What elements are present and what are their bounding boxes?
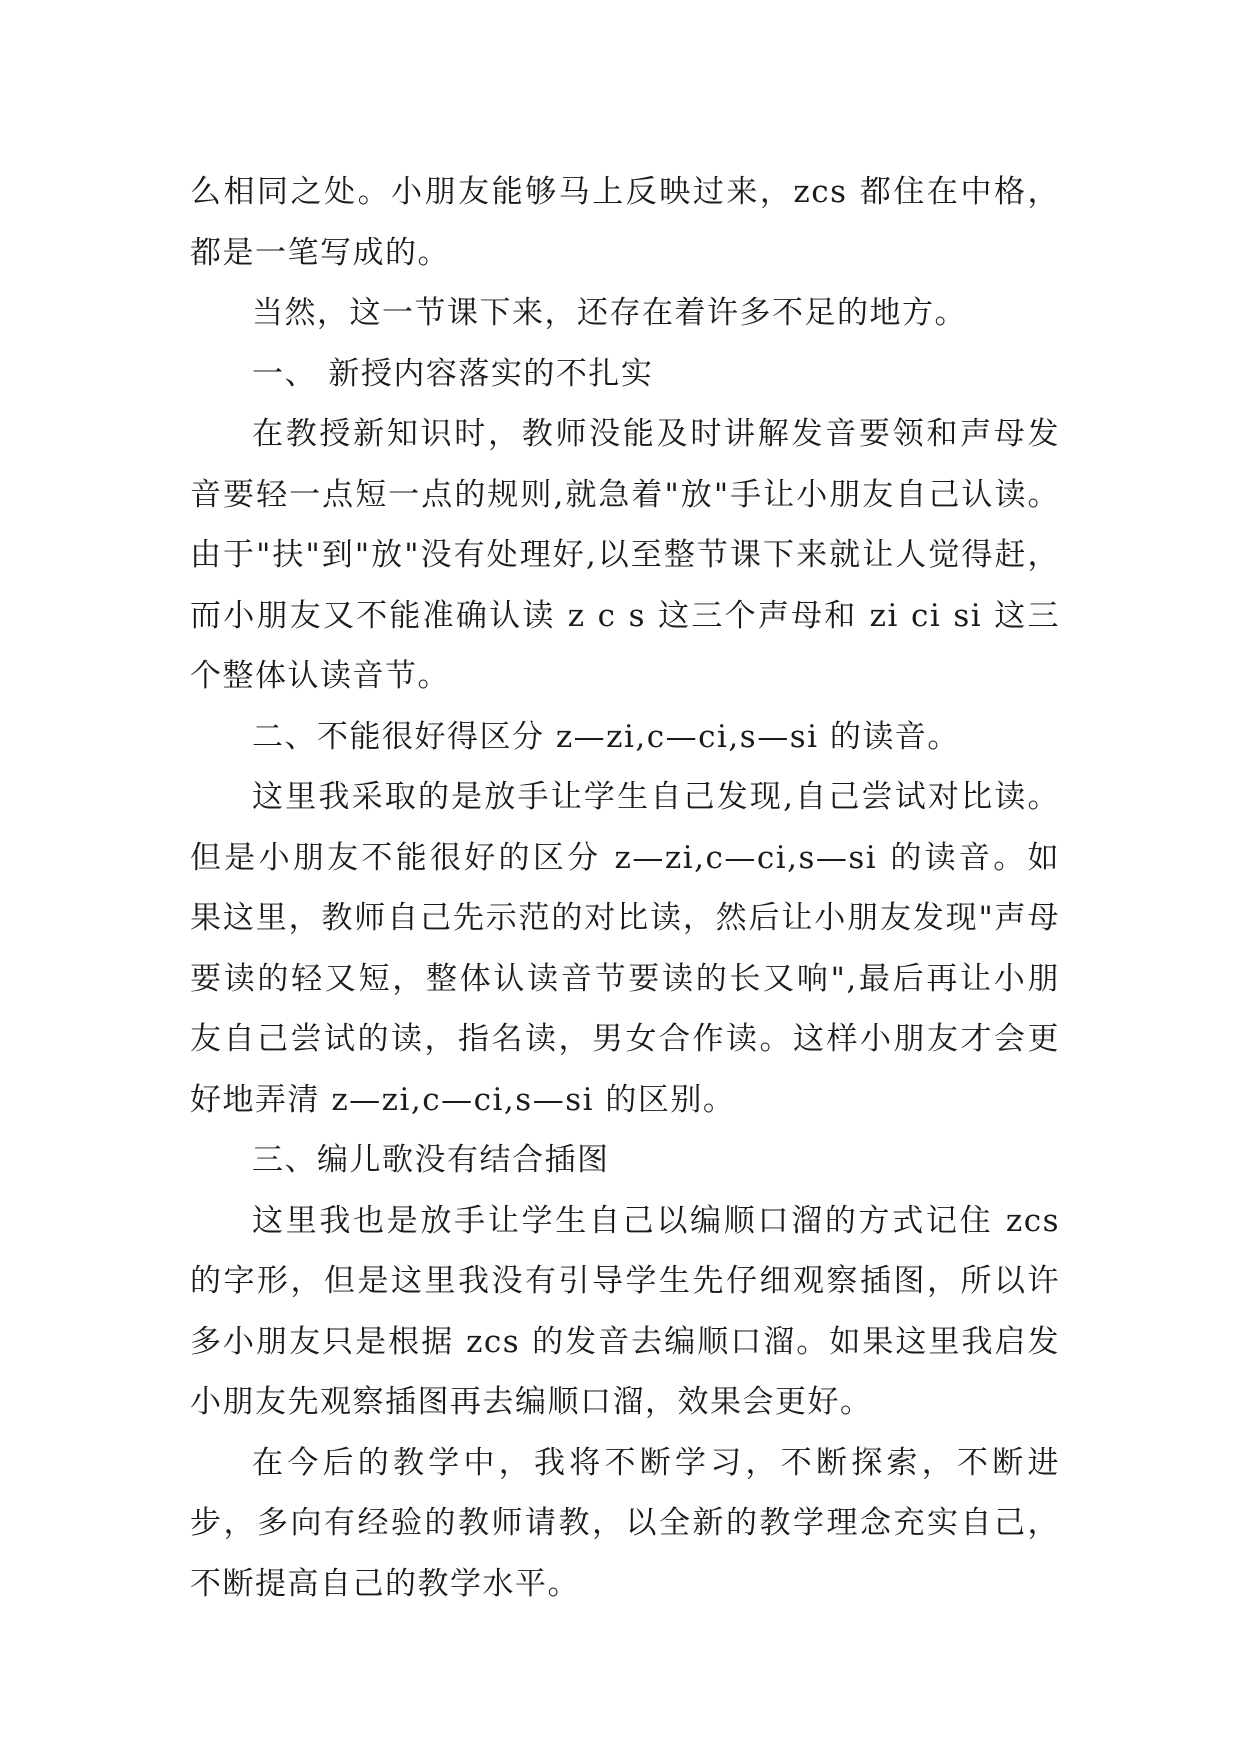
paragraph-5: 这里我也是放手让学生自己以编顺口溜的方式记住 zcs 的字形，但是这里我没有引导学生先仔细观察插图，所以许多小朋友只是根据 zcs 的发音去编顺口溜。如果这里我启发小朋友先观察插图再去编顺口溜，效果会更好。 [190, 1202, 1060, 1420]
paragraph-1: 么相同之处。小朋友能够马上反映过来，zcs 都住在中格，都是一笔写成的。 [190, 174, 1060, 271]
paragraph-6: 在今后的教学中，我将不断学习，不断探索，不断进步，多向有经验的教师请教，以全新的教学理念充实自己，不断提高自己的教学水平。 [190, 1444, 1060, 1602]
paragraph-4: 这里我采取的是放手让学生自己发现,自己尝试对比读。但是小朋友不能很好的区分 z—zi,c—ci,s—si 的读音。如果这里，教师自己先示范的对比读，然后让小朋友发现"声母要读的轻又短，整体认读音节要读的长又响",最后再让小朋友自己尝试的读，指名读，男女合作读。这样小朋友才会更好地弄清 z—zi,c—ci,s—si 的区别。 [190, 779, 1060, 1118]
document-body [190, 162, 1060, 1614]
section-heading-2: 二、不能很好得区分 z—zi,c—ci,s—si 的读音。 [252, 718, 960, 755]
section-heading-1: 一、 新授内容落实的不扎实 [252, 355, 654, 392]
paragraph-3: 在教授新知识时，教师没能及时讲解发音要领和声母发音要轻一点短一点的规则,就急着"放"手让小朋友自己认读。由于"扶"到"放"没有处理好,以至整节课下来就让人觉得赶，而小朋友又不能准确认读 z c s 这三个声母和 zi ci si 这三个整体认读音节。 [190, 416, 1060, 694]
paragraph-2: 当然，这一节课下来，还存在着许多不足的地方。 [252, 295, 967, 331]
section-heading-3: 三、编儿歌没有结合插图 [252, 1142, 610, 1178]
